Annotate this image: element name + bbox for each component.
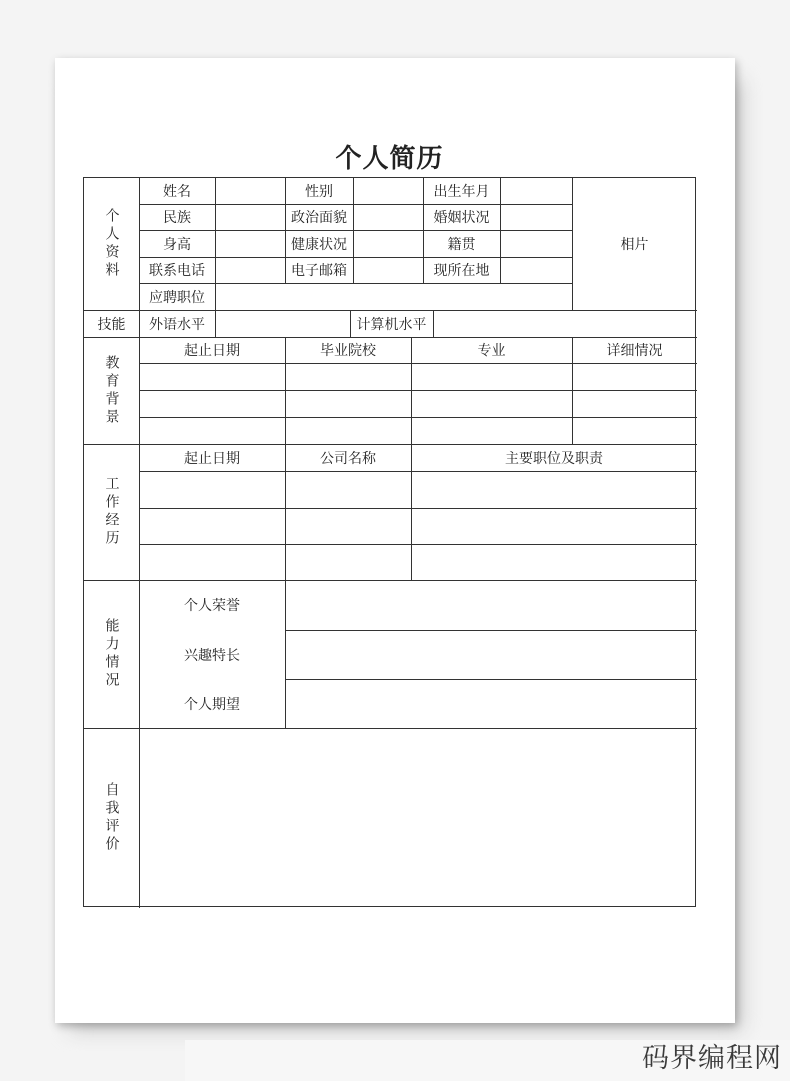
edu-header-dates: 起止日期 (184, 343, 240, 359)
label-computer-level: 计算机水平 (356, 316, 427, 333)
section-personal: 个人资料 (103, 208, 120, 280)
label-language-level: 外语水平 (149, 316, 205, 333)
resume-form (83, 177, 696, 907)
label-birth-date: 出生年月 (433, 184, 490, 200)
work-header-company: 公司名称 (320, 450, 376, 467)
label-height: 身高 (163, 236, 191, 253)
work-header-duties: 主要职位及职责 (505, 450, 603, 467)
section-work: 工作经历 (103, 476, 120, 548)
label-applied-position: 应聘职位 (149, 289, 205, 306)
section-skills: 技能 (97, 316, 126, 333)
label-email: 电子邮箱 (291, 263, 347, 279)
label-honors: 个人荣誉 (184, 598, 240, 614)
edu-header-details: 详细情况 (606, 343, 663, 359)
label-hobbies: 兴趣特长 (184, 647, 240, 664)
section-ability: 能力情况 (103, 618, 120, 690)
label-name: 姓名 (163, 184, 191, 200)
edu-header-school: 毕业院校 (320, 343, 376, 359)
section-education: 教育背景 (103, 354, 120, 427)
work-header-dates: 起止日期 (184, 450, 240, 467)
edu-header-major: 专业 (477, 343, 506, 359)
label-native-place: 籍贯 (447, 236, 476, 253)
label-political-status: 政治面貌 (291, 210, 347, 226)
label-ethnicity: 民族 (163, 210, 191, 226)
label-expectation: 个人期望 (184, 696, 240, 713)
photo-box: 相片 (620, 237, 649, 253)
label-health: 健康状况 (291, 236, 347, 253)
watermark-text: 码界编程网 (642, 1043, 782, 1074)
label-gender: 性别 (305, 184, 333, 200)
label-residence: 现所在地 (433, 263, 490, 279)
label-phone: 联系电话 (149, 263, 205, 279)
section-self-evaluation: 自我评价 (103, 782, 120, 854)
label-marital-status: 婚姻状况 (433, 210, 490, 226)
document-title: 个人简历 (335, 144, 444, 174)
